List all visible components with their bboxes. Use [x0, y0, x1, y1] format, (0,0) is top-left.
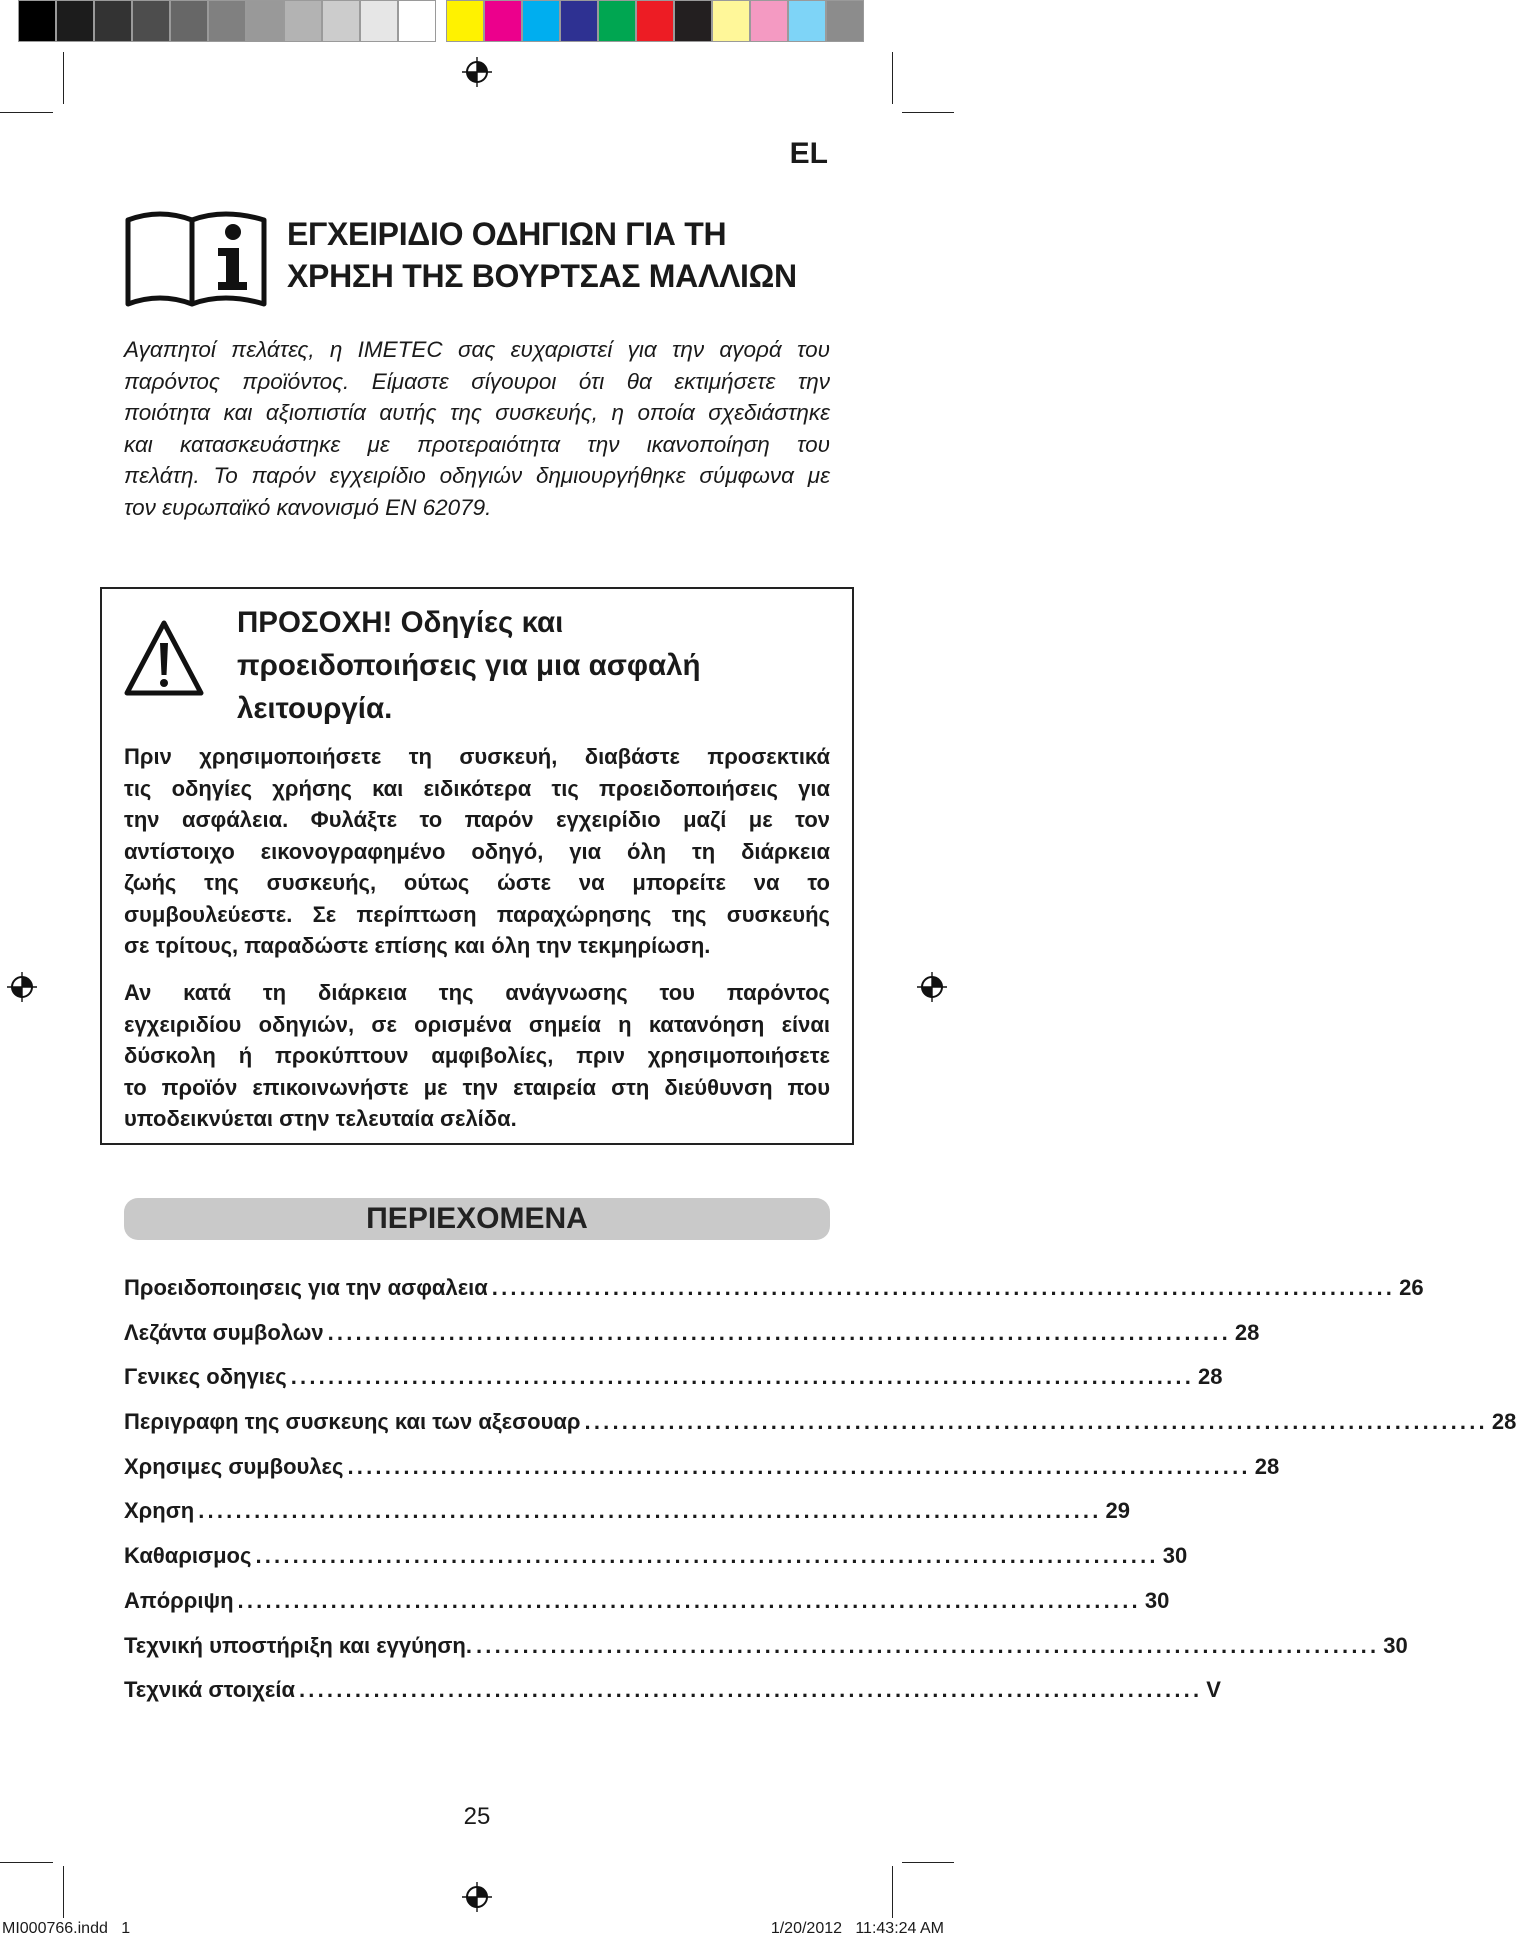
toc-entry	[124, 1453, 1280, 1499]
toc-entry	[124, 1319, 1260, 1365]
warning-paragraph-2	[124, 977, 830, 1135]
toc-entry-label: Προειδοποιησεις για την ασφαλεια	[124, 1275, 488, 1300]
warning-title-line: λειτουργία.	[237, 692, 393, 725]
toc-leader-dots: .................................................................................................	[475, 1632, 1380, 1658]
gray-swatch	[360, 0, 398, 42]
gray-swatch	[132, 0, 170, 42]
toc-leader-dots: .................................................................................................	[198, 1498, 1102, 1524]
crop-mark	[902, 112, 954, 113]
color-swatch	[674, 0, 712, 42]
contents-list	[124, 1275, 1516, 1722]
color-swatch	[560, 0, 598, 42]
gray-swatch	[56, 0, 94, 42]
intro-line: ποιότητα και αξιοπιστία αυτής της συσκευής, η οποία σχεδιάστηκε	[124, 400, 830, 425]
toc-entry-page: 28	[1254, 1453, 1280, 1479]
toc-entry	[124, 1587, 1170, 1633]
registration-mark-icon	[462, 57, 492, 87]
toc-leader-dots: .................................................................................................	[290, 1364, 1195, 1390]
toc-entry-page: 28	[1234, 1319, 1260, 1345]
gray-swatch	[208, 0, 246, 42]
registration-mark-icon	[7, 972, 37, 1002]
info-book-icon	[124, 202, 270, 310]
toc-entry-label: Χρησιμες συμβουλες	[124, 1453, 344, 1479]
warning-line: τις οδηγίες χρήσης και ειδικότερα τις προειδοποιήσεις για	[124, 775, 830, 801]
warning-line: συμβουλεύεστε. Σε περίπτωση παραχώρησης της συσκευής	[124, 901, 830, 927]
toc-entry-label: Χρηση	[124, 1498, 195, 1524]
toc-leader-dots: .................................................................................................	[584, 1409, 1488, 1435]
color-swatch	[598, 0, 636, 42]
intro-line: και κατασκευάστηκε με προτεραιότητα την ικανοποίηση του	[124, 431, 830, 457]
toc-entry-page: 29	[1105, 1498, 1130, 1524]
toc-entry-page: 30	[1162, 1543, 1188, 1569]
registration-mark-icon	[917, 972, 947, 1002]
toc-leader-dots: .................................................................................................	[347, 1453, 1251, 1479]
gray-swatch	[94, 0, 132, 42]
toc-entry	[124, 1632, 1408, 1678]
contents-heading: ΠΕΡΙΕΧΟΜΕΝΑ	[366, 1202, 588, 1235]
manual-title-line: ΕΓΧΕΙΡΙΔΙΟ ΟΔΗΓΙΩΝ ΓΙΑ ΤΗ	[287, 216, 727, 252]
crop-mark	[0, 1862, 53, 1863]
warning-line: ζωής της συσκευής, ούτως ώστε να μπορείτε να το	[124, 870, 830, 895]
warning-line: εγχειριδίου οδηγιών, σε ορισμένα σημεία η κατανόηση είναι	[124, 1011, 830, 1037]
crop-mark	[0, 112, 53, 113]
intro-line: παρόντος προϊόντος. Είμαστε σίγουροι ότι θα εκτιμήσετε την	[124, 368, 830, 394]
crop-mark	[902, 1862, 954, 1863]
gray-swatch	[170, 0, 208, 42]
intro-line: τον ευρωπαϊκό κανονισμό EN 62079.	[124, 494, 492, 520]
toc-entry-label: Τεχνική υποστήριξη και εγγύηση.	[124, 1632, 472, 1658]
gray-swatch	[322, 0, 360, 42]
toc-entry-label: Περιγραφη της συσκευης και των αξεσουαρ	[124, 1409, 581, 1435]
warning-line: Πριν χρησιμοποιήσετε τη συσκευή, διαβάστε προσεκτικά	[124, 744, 830, 769]
file-slug: MI000766.indd 1	[2, 1920, 131, 1937]
registration-mark-icon	[462, 1882, 492, 1912]
crop-mark	[63, 52, 64, 104]
warning-line: υποδεικνύεται στην τελευταία σελίδα.	[124, 1106, 517, 1131]
toc-entry	[124, 1364, 1223, 1409]
warning-line: το προϊόν επικοινωνήστε με την εταιρεία στη διεύθυνση που	[124, 1074, 830, 1100]
crop-mark	[892, 1866, 893, 1918]
color-swatch	[484, 0, 522, 42]
gray-swatch	[18, 0, 56, 42]
intro-line: πελάτη. Το παρόν εγχειρίδιο οδηγιών δημιουργήθηκε σύμφωνα με	[124, 463, 830, 488]
print-timestamp: 1/20/2012 11:43:24 AM	[770, 1920, 944, 1937]
toc-entry	[124, 1543, 1188, 1588]
contents-heading-bar	[124, 1198, 830, 1240]
color-swatches	[446, 0, 864, 42]
manual-title	[287, 213, 797, 297]
toc-entry-page: 28	[1198, 1364, 1223, 1390]
toc-entry-label: Καθαρισμος	[124, 1543, 252, 1569]
toc-leader-dots: .................................................................................................	[491, 1275, 1396, 1300]
gray-swatch	[284, 0, 322, 42]
warning-title-line: προειδοποιήσεις για μια ασφαλή	[237, 649, 701, 682]
intro-paragraph	[124, 334, 830, 523]
warning-paragraph-1	[124, 741, 830, 962]
gray-swatch	[246, 0, 284, 42]
toc-entry-label: Γενικες οδηγιες	[124, 1364, 287, 1390]
crop-mark	[892, 52, 893, 104]
warning-triangle-icon	[123, 619, 205, 699]
warning-title-line: ΠΡΟΣΟΧΗ! Οδηγίες και	[237, 606, 564, 639]
manual-title-line: ΧΡΗΣΗ ΤΗΣ ΒΟΥΡΤΣΑΣ ΜΑΛΛΙΩΝ	[287, 258, 797, 294]
toc-entry-page: 26	[1399, 1275, 1424, 1300]
grayscale-swatches	[18, 0, 436, 42]
page-number: 25	[463, 1803, 491, 1830]
intro-line: Αγαπητοί πελάτες, η IMETEC σας ευχαριστεί για την αγορά του	[124, 337, 830, 362]
color-swatch	[712, 0, 750, 42]
toc-entry-label: Τεχνικά στοιχεία	[124, 1677, 295, 1703]
toc-entry-page: 30	[1383, 1632, 1408, 1658]
warning-line: σε τρίτους, παραδώστε επίσης και όλη την τεκμηρίωση.	[124, 933, 711, 958]
toc-entry-page: 28	[1491, 1409, 1516, 1435]
toc-entry-label: Λεζάντα συμβολων	[124, 1319, 324, 1345]
toc-entry	[124, 1409, 1516, 1454]
warning-title	[237, 601, 797, 730]
toc-entry-page: 30	[1144, 1587, 1170, 1613]
color-swatch	[636, 0, 674, 42]
crop-mark	[63, 1866, 64, 1918]
toc-entry	[124, 1498, 1130, 1543]
toc-entry-page: V	[1206, 1677, 1221, 1703]
toc-entry	[124, 1677, 1221, 1722]
warning-line: δύσκολη ή προκύπτουν αμφιβολίες, πριν χρησιμοποιήσετε	[124, 1043, 830, 1068]
warning-line: Αν κατά τη διάρκεια της ανάγνωσης του παρόντος	[124, 980, 830, 1005]
toc-leader-dots: .................................................................................................	[255, 1543, 1159, 1569]
gray-swatch	[398, 0, 436, 42]
warning-line: αντίστοιχο εικονογραφημένο οδηγό, για όλη τη διάρκεια	[124, 838, 830, 864]
color-swatch	[750, 0, 788, 42]
color-swatch	[446, 0, 484, 42]
toc-entry	[124, 1275, 1424, 1320]
print-color-bar	[18, 0, 864, 42]
color-swatch	[522, 0, 560, 42]
toc-leader-dots: .................................................................................................	[327, 1319, 1231, 1345]
language-code: EL	[789, 137, 828, 170]
toc-entry-label: Απόρριψη	[124, 1587, 234, 1613]
color-swatch	[826, 0, 864, 42]
warning-line: την ασφάλεια. Φυλάξτε το παρόν εγχειρίδιο μαζί με τον	[124, 807, 830, 832]
toc-leader-dots: .................................................................................................	[237, 1587, 1141, 1613]
toc-leader-dots: .................................................................................................	[298, 1677, 1203, 1703]
color-swatch	[788, 0, 826, 42]
